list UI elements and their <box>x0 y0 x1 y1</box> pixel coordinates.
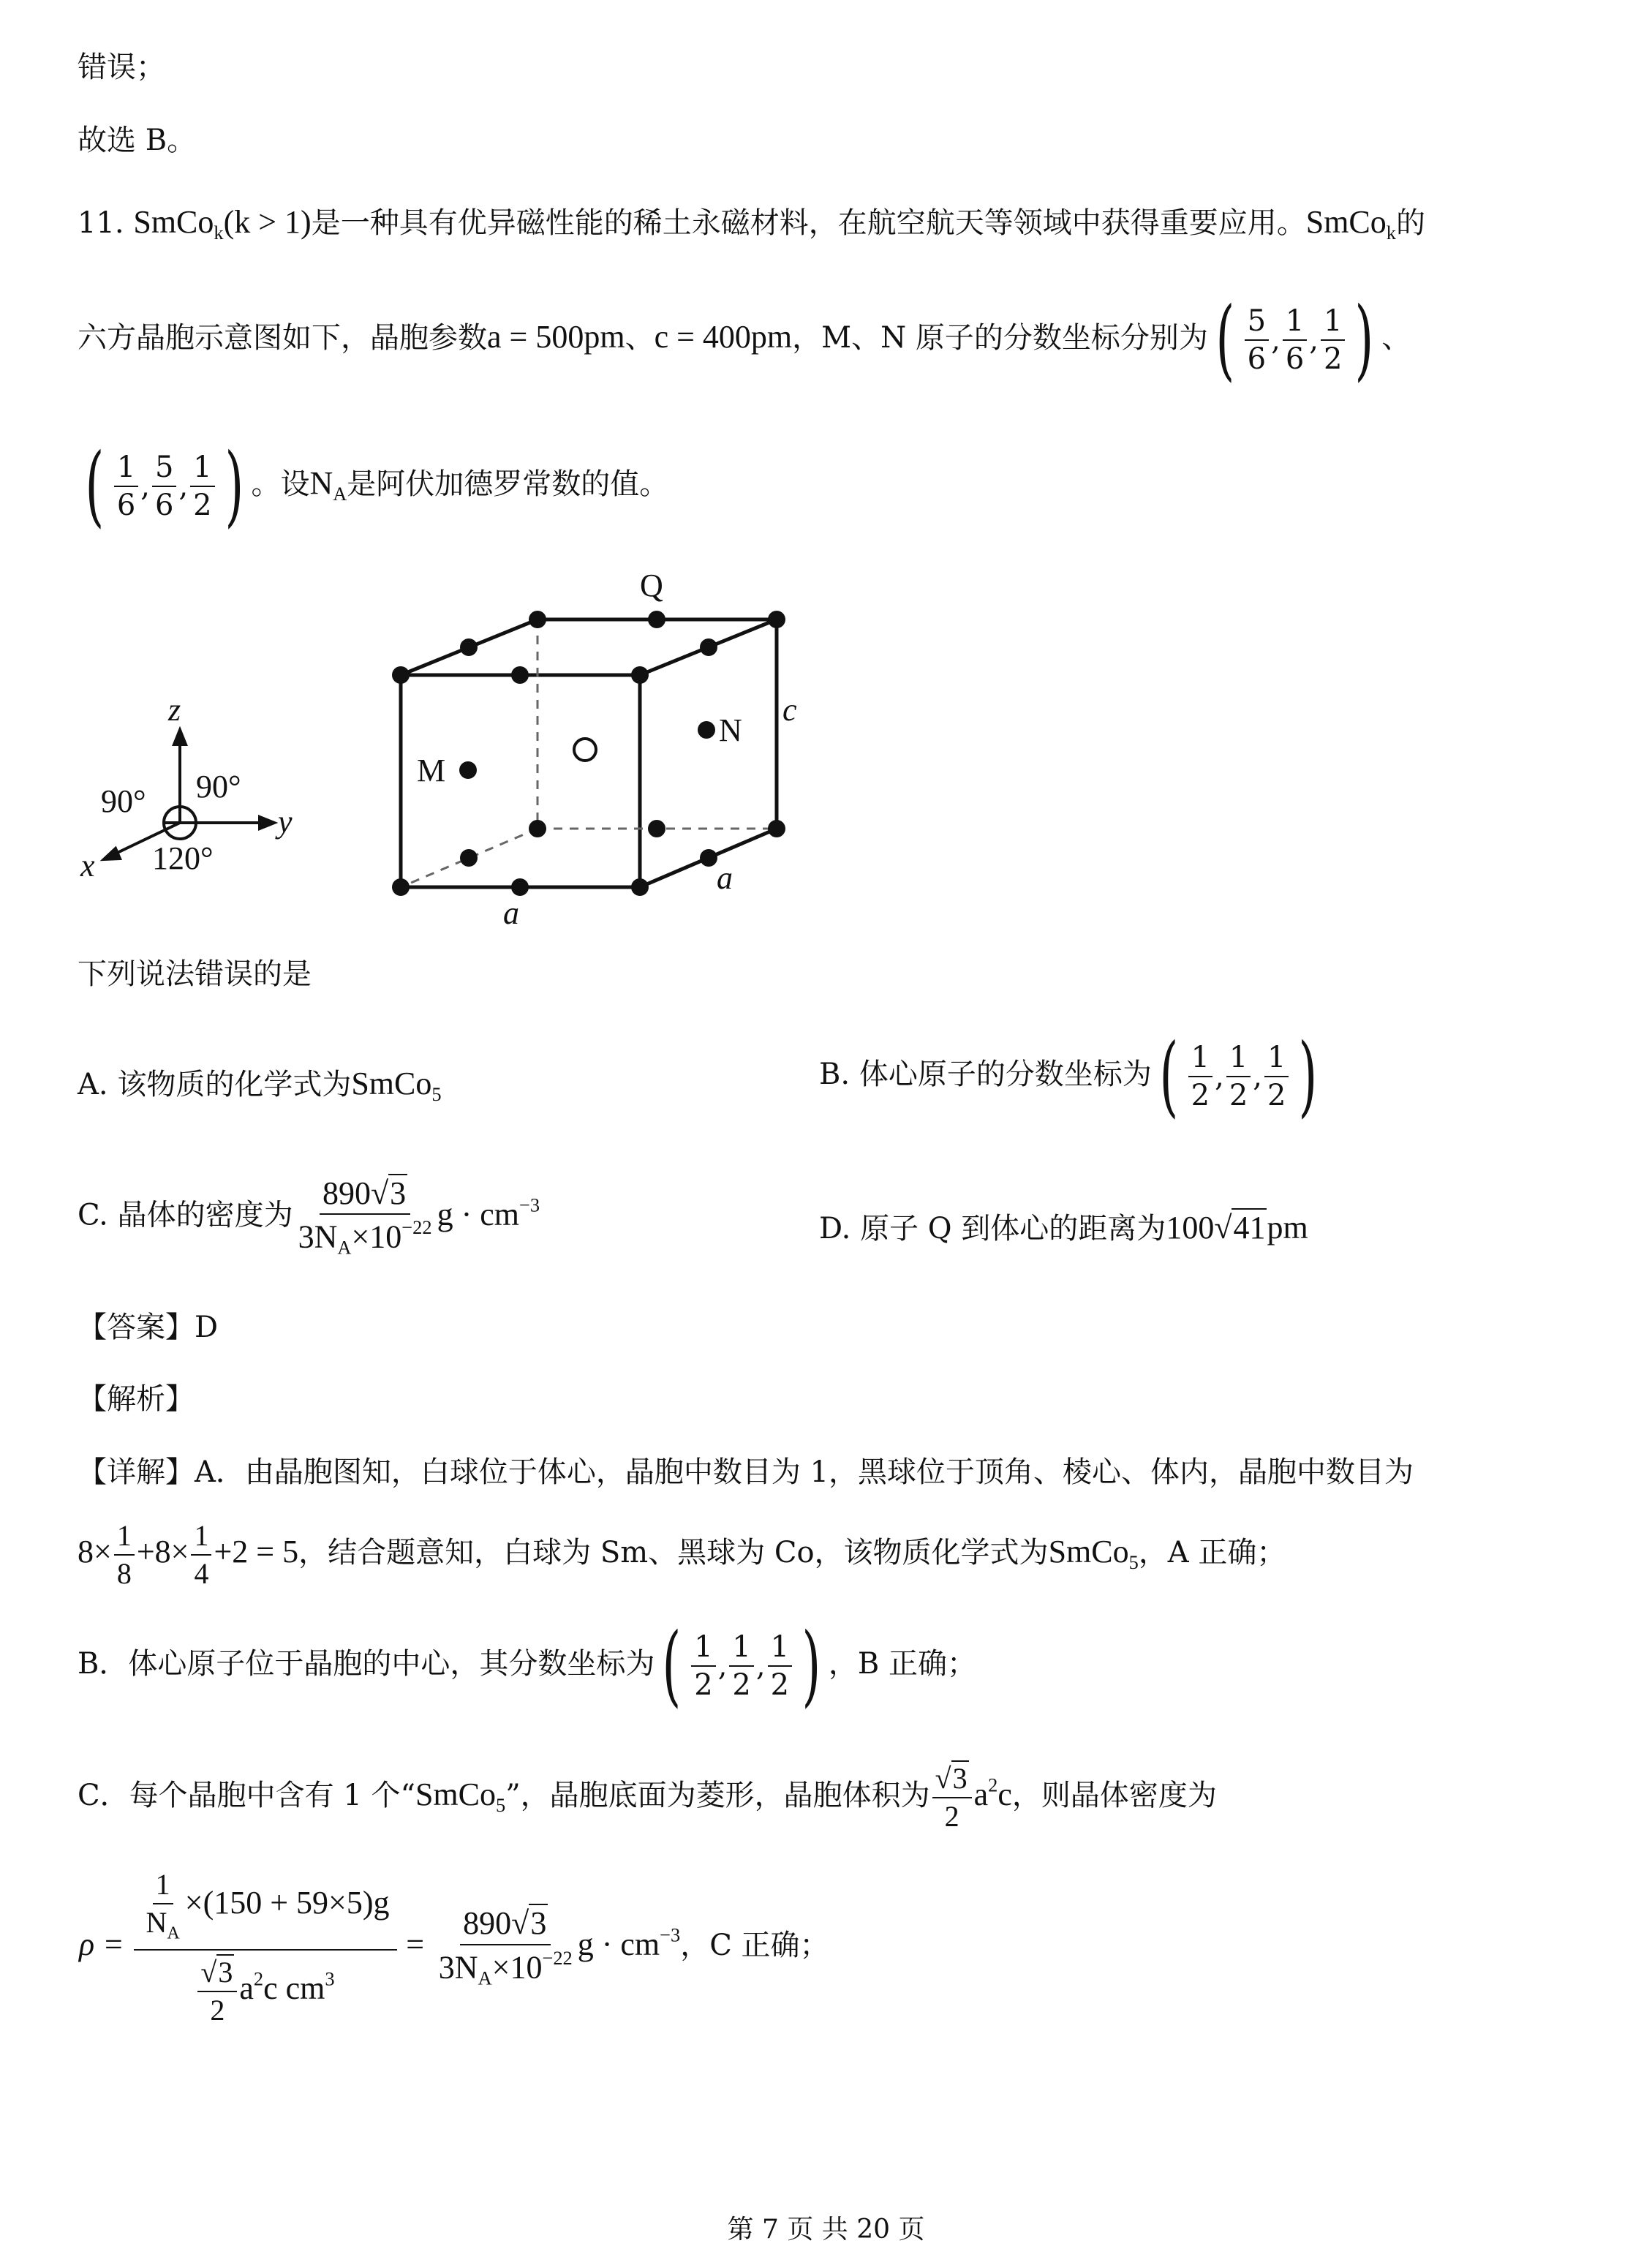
detail-c-line1: C．每个晶胞中含有 1 个“SmCo$_5$”，晶胞底面为菱形，晶胞体积为 $\frac{√3}{2}$ $a^2c$，则晶体密度为 <box>78 1762 1217 1833</box>
prev-answer: 故选 B。 <box>78 124 197 157</box>
crystal-cell-figure <box>73 556 878 936</box>
param-a: a = 500pm <box>487 319 625 355</box>
question-stem-line2: 六方晶胞示意图如下，晶胞参数a = 500pm、c = 400pm，M、N 原子的分数坐标分别为 ( $\frac{5}{6}$ , $\frac{1}{6}$ , $\frac{1}{2}$ ) 、 <box>78 289 1411 391</box>
formula-smcok: SmCo$_k$ <box>133 204 224 244</box>
question-number: 11. <box>78 206 124 240</box>
axis-x-label: x <box>80 848 95 883</box>
label-a-side: a <box>717 860 733 896</box>
angle-120: 120° <box>152 840 214 876</box>
label-n: N <box>719 712 742 748</box>
question-stem-line1: 11. SmCo$_k$(k > 1)是一种具有优异磁性能的稀土永磁材料，在航空航天等领域中获得重要应用。SmCo$_k$的 <box>78 204 1425 244</box>
na-symbol: $N_A$ <box>309 465 347 505</box>
angle-90-right: 90° <box>196 769 241 804</box>
density-big-fraction: $\frac{1}{N_A}$ ×(150 + 59×5)g $\frac{√3}{2}$ $a^2c$ $cm^3$ <box>134 1869 397 2027</box>
analysis-heading: 【解析】 <box>78 1382 195 1416</box>
page-footer: 第 7 页 共 20 页 <box>727 2215 925 2245</box>
formula-smcok-2: SmCo$_k$ <box>1305 204 1396 244</box>
density-equation: ρ = $\frac{1}{N_A}$ ×(150 + 59×5)g $\frac{√3}{2}$ $a^2c$ $cm^3$ = $\frac{890√3}{3N_A\times 10^{-22}}$ $g \cdot cm^{-3}$，C 正确； <box>79 1868 829 2027</box>
label-q: Q <box>640 568 663 603</box>
label-a-bottom: a <box>503 895 519 931</box>
option-c: C. 晶体的密度为 $\frac{890√3}{3N_A\times 10^{-22}}$ $g \cdot cm^{-3}$ <box>78 1175 540 1259</box>
coord-n: ( $\frac{1}{6}$ , $\frac{5}{6}$ , $\frac{1}{2}$ ) <box>85 435 244 537</box>
axis-y-label: y <box>278 804 293 840</box>
coord-m: ( $\frac{5}{6}$ , $\frac{1}{6}$ , $\frac{1}{2}$ ) <box>1215 289 1374 391</box>
option-b: B. 体心原子的分数坐标为 ( $\frac{1}{2}$ , $\frac{1}{2}$ , $\frac{1}{2}$ ) <box>819 1025 1318 1127</box>
sm-atom <box>574 739 596 761</box>
question-stem-line3: ( $\frac{1}{6}$ , $\frac{5}{6}$ , $\frac{1}{2}$ ) 。设$N_A$是阿伏加德罗常数的值。 <box>78 442 668 530</box>
question-prompt: 下列说法错误的是 <box>78 957 312 991</box>
prev-option-tail: 错误； <box>78 50 165 84</box>
option-d: D. 原子 Q 到体心的距离为100√41pm <box>819 1210 1308 1246</box>
angle-90-left: 90° <box>101 783 146 819</box>
label-m: M <box>417 753 446 788</box>
label-c: c <box>782 692 797 728</box>
axis-z-label: z <box>168 692 181 728</box>
detail-a-line1: 【详解】A．由晶胞图知，白球位于体心，晶胞中数目为 1，黑球位于顶角、棱心、体内，晶胞中数目为 <box>78 1455 1414 1489</box>
answer: 【答案】D <box>78 1311 219 1344</box>
option-a: A. 该物质的化学式为SmCo$_5$ <box>78 1066 442 1106</box>
detail-b: B．体心原子位于晶胞的中心，其分数坐标为 ( $\frac{1}{2}$ , $\frac{1}{2}$ , $\frac{1}{2}$ ) ，B 正确； <box>78 1615 976 1716</box>
detail-a-line2: 8× $\frac{1}{8}$ +8× $\frac{1}{4}$ +2 = 5，结合题意知，白球为 Sm、黑球为 Co，该物质化学式为SmCo$_5$，A 正确； <box>78 1519 1286 1590</box>
param-c: c = 400pm <box>654 319 793 355</box>
